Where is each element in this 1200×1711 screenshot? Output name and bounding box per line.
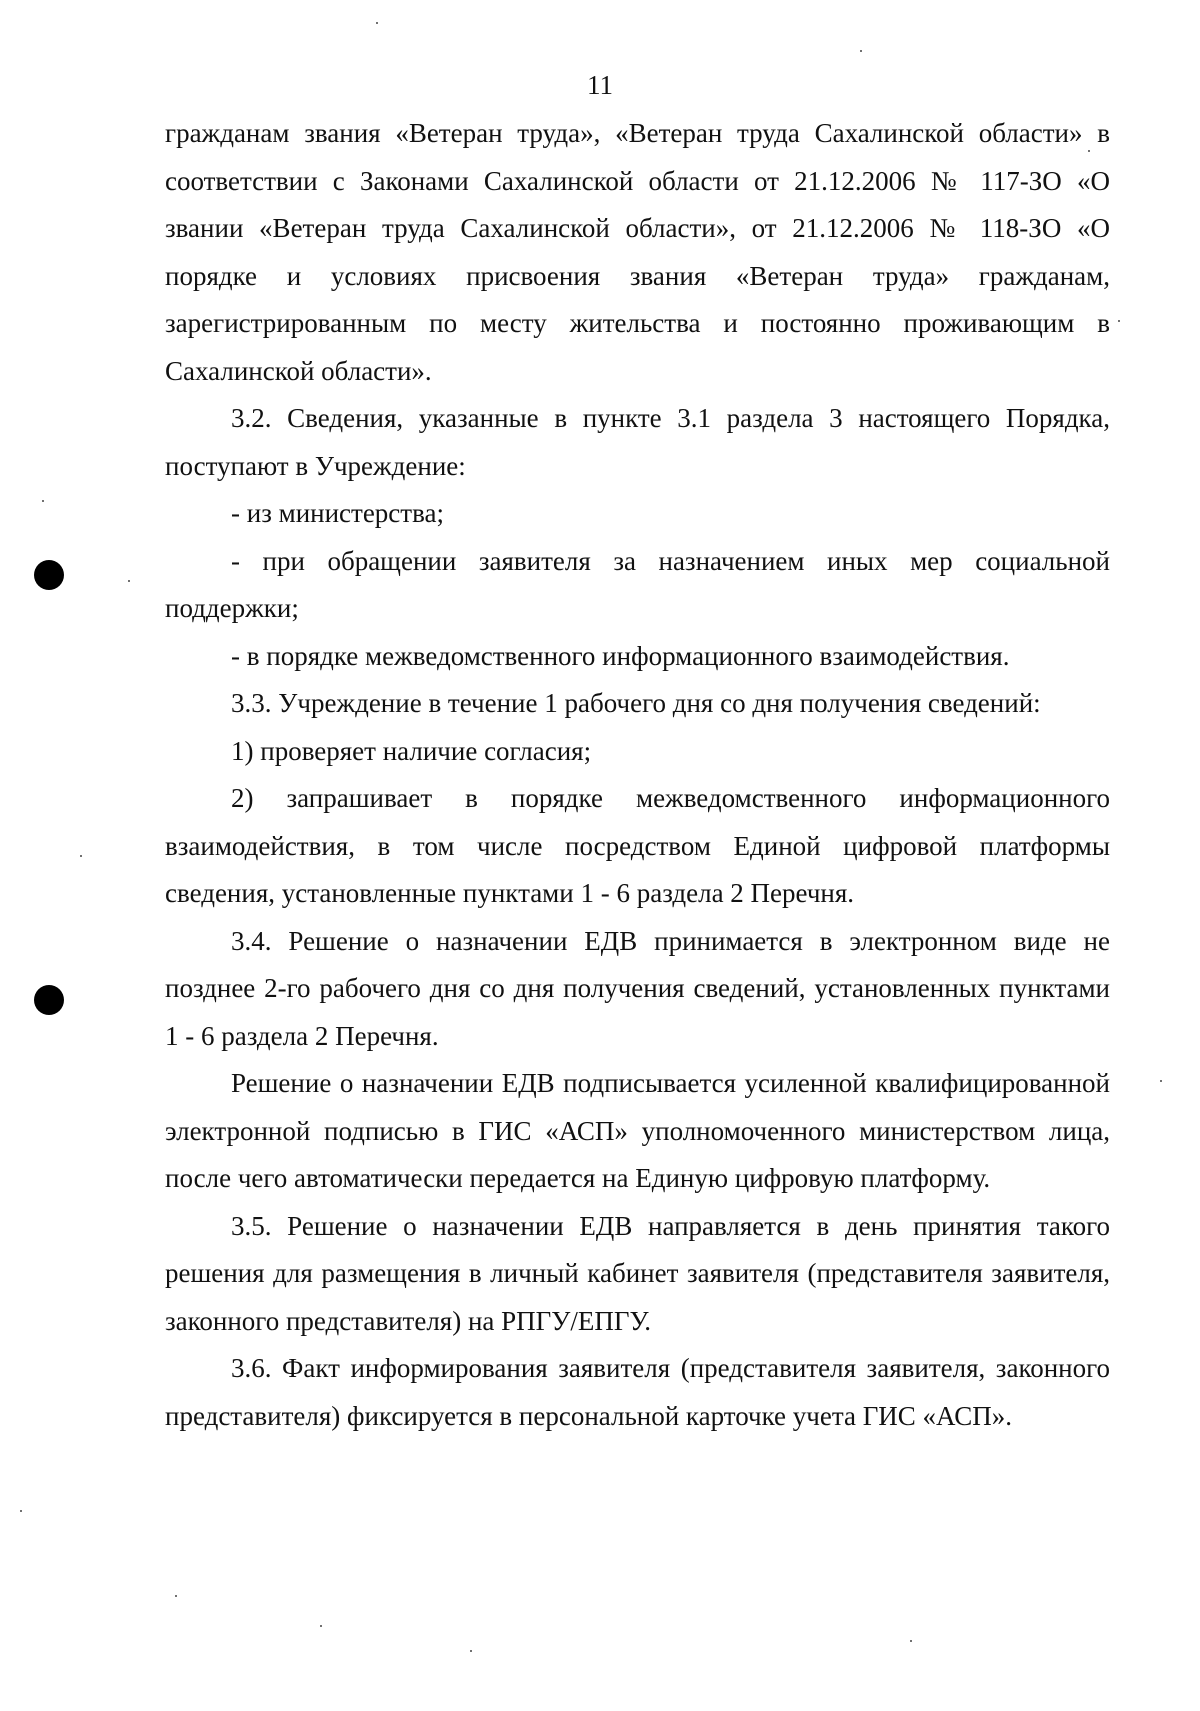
list-item-consent: 1) проверяет наличие согласия; — [231, 735, 592, 766]
scan-speck — [128, 580, 130, 582]
list-item-ministry: - из министерства; — [231, 498, 444, 528]
scan-speck — [470, 1650, 472, 1652]
list-item-application: - при обращении заявителя за назначением иных мер социальной поддержки; — [165, 545, 1110, 623]
paragraph-3-6: 3.6. Факт информирования заявителя (представителя заявителя, законного представителя) фиксируется в персональной карточке учета ГИС «АСП». — [165, 1353, 1110, 1431]
scan-speck — [1118, 320, 1120, 322]
scan-speck — [320, 1625, 322, 1627]
punch-hole-upper — [34, 560, 64, 590]
paragraph-intro: гражданам звания «Ветеран труда», «Ветеран труда Сахалинской области» в соответствии с Законами Сахалинской области от 21.12.2006 № 117-ЗО «О звании «Ветеран труда Сахалинской области», от 21.12.2006 № 118-ЗО «О порядке и условиях присвоения звания «Ветеран труда» гражданам, зарегистрированным по месту жительства и постоянно проживающим в Сахалинской области». — [165, 118, 1110, 386]
list-item-interagency: - в порядке межведомственного информационного взаимодействия. — [231, 640, 1010, 671]
scan-speck — [376, 22, 378, 24]
scan-speck — [860, 50, 862, 52]
paragraph-3-4: 3.4. Решение о назначении ЕДВ принимается в электронном виде не позднее 2-го рабочего дня со дня получения сведений, установленных пунктами 1 - 6 раздела 2 Перечня. — [165, 925, 1110, 1051]
scan-speck — [20, 1510, 22, 1512]
scan-speck — [910, 1640, 912, 1642]
paragraph-3-2: 3.2. Сведения, указанные в пункте 3.1 раздела 3 настоящего Порядка, поступают в Учреждение: — [165, 403, 1110, 481]
document-body — [165, 110, 1110, 1440]
punch-hole-lower — [34, 985, 64, 1015]
scan-speck — [1088, 150, 1090, 152]
scan-speck — [175, 1595, 177, 1597]
paragraph-3-5: 3.5. Решение о назначении ЕДВ направляется в день принятия такого решения для размещения в личный кабинет заявителя (представителя заявителя, законного представителя) на РПГУ/ЕПГУ. — [165, 1210, 1110, 1336]
scan-speck — [42, 500, 44, 502]
scan-speck — [1160, 1080, 1162, 1082]
list-item-request: 2) запрашивает в порядке межведомственного информационного взаимодействия, в том числе посредством Единой цифровой платформы сведения, установленные пунктами 1 - 6 раздела 2 Перечня. — [165, 783, 1110, 908]
scan-speck — [80, 855, 82, 857]
page-number: 11 — [587, 70, 613, 100]
paragraph-3-3: 3.3. Учреждение в течение 1 рабочего дня со дня получения сведений: — [231, 688, 1041, 718]
paragraph-decision-signature: Решение о назначении ЕДВ подписывается усиленной квалифицированной электронной подписью в ГИС «АСП» уполномоченного министерством лица, после чего автоматически передается на Единую цифровую платформу. — [165, 1068, 1110, 1193]
